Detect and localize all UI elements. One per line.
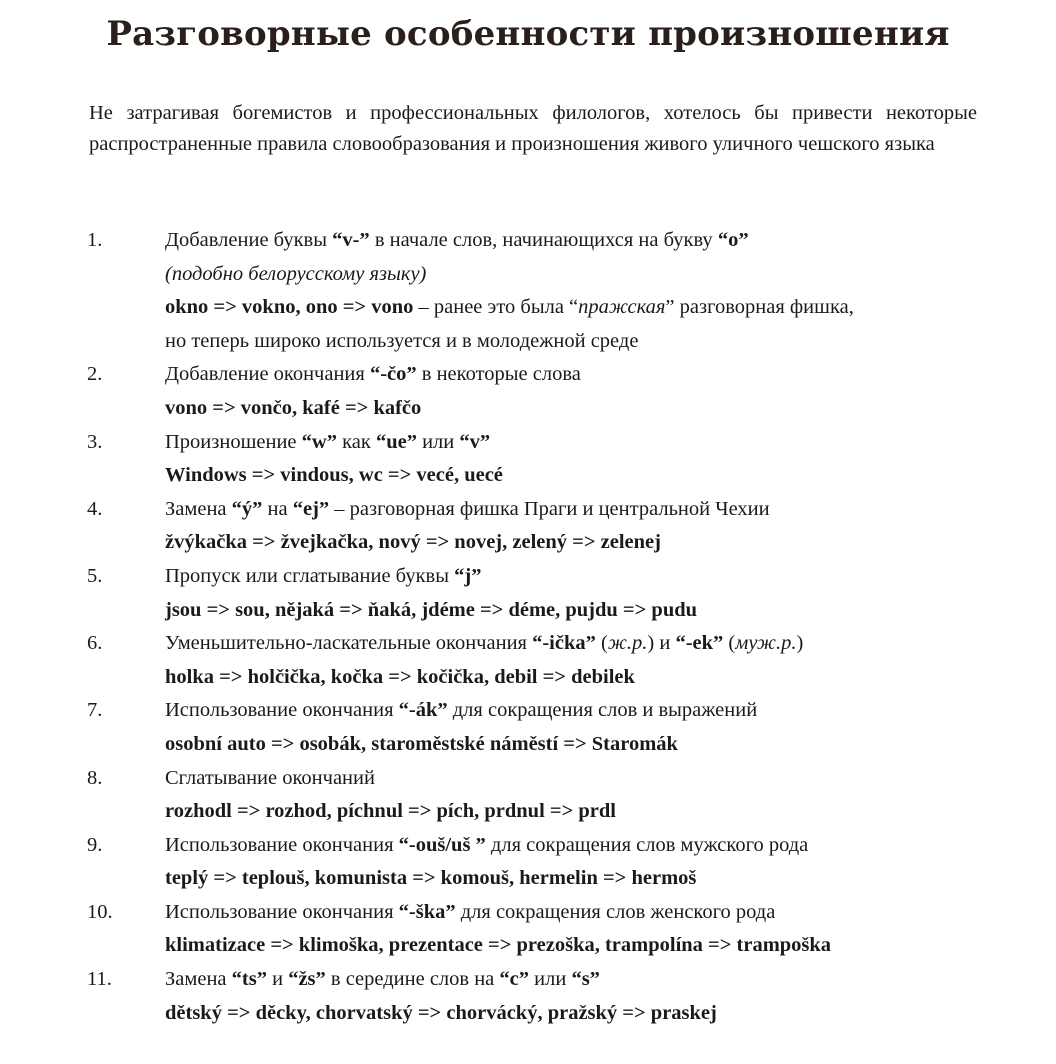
text-segment: rozhodl => rozhod, píchnul => pích, prdnul => prdl (165, 800, 616, 823)
rule-text (165, 358, 1056, 392)
text-segment: в середине слов на (325, 968, 500, 991)
rule-text (165, 627, 1056, 661)
text-segment: “v” (459, 430, 491, 453)
example-text (165, 526, 1056, 560)
text-segment: “-ouš/uš ” (398, 833, 486, 856)
example-text (165, 459, 1056, 493)
intro-paragraph: Не затрагивая богемистов и профессиональных филологов, хотелось бы привести некоторые распространенные правила словообразования и произношения живого уличного чешского языка (89, 102, 977, 155)
list-item (0, 762, 1056, 829)
item-number: 9. (87, 833, 103, 856)
example-text (165, 594, 1056, 628)
list-item (0, 493, 1056, 560)
text-segment: Произношение (165, 430, 302, 453)
text-segment: “ý” (231, 497, 263, 520)
item-number: 10. (87, 900, 113, 923)
list-item (0, 358, 1056, 425)
text-segment: “ts” (231, 968, 267, 991)
item-number: 7. (87, 699, 103, 722)
example-text (165, 929, 1056, 963)
text-segment: – ранее это была “ (413, 296, 579, 319)
text-segment: Замена (165, 497, 232, 520)
text-segment: “-čo” (369, 363, 417, 386)
list-item (0, 426, 1056, 493)
list-item (0, 829, 1056, 896)
item-number: 11. (87, 968, 112, 991)
text-segment: и (266, 968, 289, 991)
text-segment: или (529, 968, 572, 991)
text-segment: osobní auto => osobák, staroměstské náměstí => Staromák (165, 732, 678, 755)
text-segment: “ue” (375, 430, 417, 453)
list-item (0, 694, 1056, 761)
rule-text (165, 896, 1056, 930)
text-segment: dětský => děcky, chorvatský => chorvácký, pražský => praskej (165, 1001, 717, 1024)
text-segment: klimatizace => klimoška, prezentace => prezoška, trampolína => trampoška (165, 934, 832, 957)
item-number: 2. (87, 363, 103, 386)
rule-text (165, 224, 1056, 258)
text-segment: “-ek” (675, 632, 724, 655)
text-segment: “-ička” (532, 632, 596, 655)
example-continuation: но теперь широко используется и в молодежной среде (165, 329, 639, 352)
text-segment: “-ška” (398, 900, 456, 923)
text-segment: как (336, 430, 376, 453)
text-segment: в начале слов, начинающихся на букву (369, 229, 718, 251)
example-text (165, 728, 1056, 762)
text-segment: ) и (647, 632, 676, 655)
text-segment: ) (796, 632, 804, 655)
text-segment: “c” (499, 968, 530, 991)
item-number: 4. (87, 497, 103, 520)
text-segment: или (416, 430, 460, 453)
rule-text (165, 694, 1056, 728)
text-segment: Пропуск или сглатывание буквы (165, 564, 455, 587)
rule-text (165, 426, 1056, 460)
text-segment: Сглатывание окончаний (165, 766, 375, 789)
example-text (165, 795, 1056, 829)
rule-text (165, 560, 1056, 594)
text-segment: “s” (571, 968, 600, 991)
text-segment: в некоторые слова (416, 363, 581, 386)
list-item (0, 224, 1056, 358)
text-segment: “-ák” (398, 699, 448, 722)
text-segment: Замена (165, 968, 232, 991)
text-segment: Уменьшительно-ласкательные окончания (165, 632, 533, 655)
text-segment: holka => holčička, kočka => kočička, debil => debilek (165, 665, 635, 688)
text-segment: муж.р. (735, 632, 797, 655)
rule-note: (подобно белорусскому языку) (165, 262, 427, 285)
text-segment: – разговорная фишка Праги и центральной Чехии (329, 497, 770, 520)
text-segment: Добавление буквы (165, 229, 333, 251)
text-segment: ” разговорная фишка, (665, 296, 854, 319)
example-text (165, 661, 1056, 695)
example-text (165, 997, 1056, 1031)
text-segment: ( (723, 632, 736, 655)
item-number: 1. (87, 229, 103, 251)
text-segment: jsou => sou, nějaká => ňaká, jdéme => déme, pujdu => pudu (165, 598, 698, 621)
text-segment: teplý => teplouš, komunista => komouš, hermelin => hermoš (165, 867, 697, 890)
text-segment: žvýkačka => žvejkačka, nový => novej, zelený => zelenej (165, 531, 661, 554)
text-segment: для сокращения слов и выражений (447, 699, 758, 722)
text-segment: Использование окончания (165, 833, 399, 856)
text-segment: Windows => vindous, wc => vecé, uecé (165, 464, 503, 487)
item-number: 3. (87, 430, 103, 453)
text-segment: “j” (454, 564, 482, 587)
text-segment: пражская (578, 296, 666, 319)
example-text (165, 392, 1056, 426)
text-segment: “o” (717, 229, 749, 251)
rule-text (165, 493, 1056, 527)
example-text (165, 291, 1056, 325)
rule-text (165, 963, 1056, 997)
text-segment: okno => vokno, ono => vono (165, 296, 414, 319)
text-segment: “žs” (288, 968, 326, 991)
list-item (0, 963, 1056, 1030)
item-number: 8. (87, 766, 103, 789)
text-segment: на (262, 497, 293, 520)
page-title: Разговорные особенности произношения (106, 14, 950, 54)
text-segment: Добавление окончания (165, 363, 370, 386)
text-segment: ( (595, 632, 608, 655)
text-segment: ж.р. (607, 632, 648, 655)
text-segment: “v-” (332, 229, 370, 251)
list-item (0, 627, 1056, 694)
text-segment: для сокращения слов женского рода (455, 900, 776, 923)
rule-text (165, 762, 1056, 796)
text-segment: vono => vončo, kafé => kafčo (165, 396, 422, 419)
list-item (0, 560, 1056, 627)
text-segment: Использование окончания (165, 699, 399, 722)
list-item (0, 896, 1056, 963)
rules-list (0, 224, 1056, 1030)
text-segment: для сокращения слов мужского рода (485, 833, 809, 856)
item-number: 6. (87, 632, 103, 655)
text-segment: “w” (301, 430, 337, 453)
rule-text (165, 829, 1056, 863)
item-number: 5. (87, 564, 103, 587)
text-segment: “ej” (292, 497, 330, 520)
text-segment: Использование окончания (165, 900, 399, 923)
example-text (165, 862, 1056, 896)
